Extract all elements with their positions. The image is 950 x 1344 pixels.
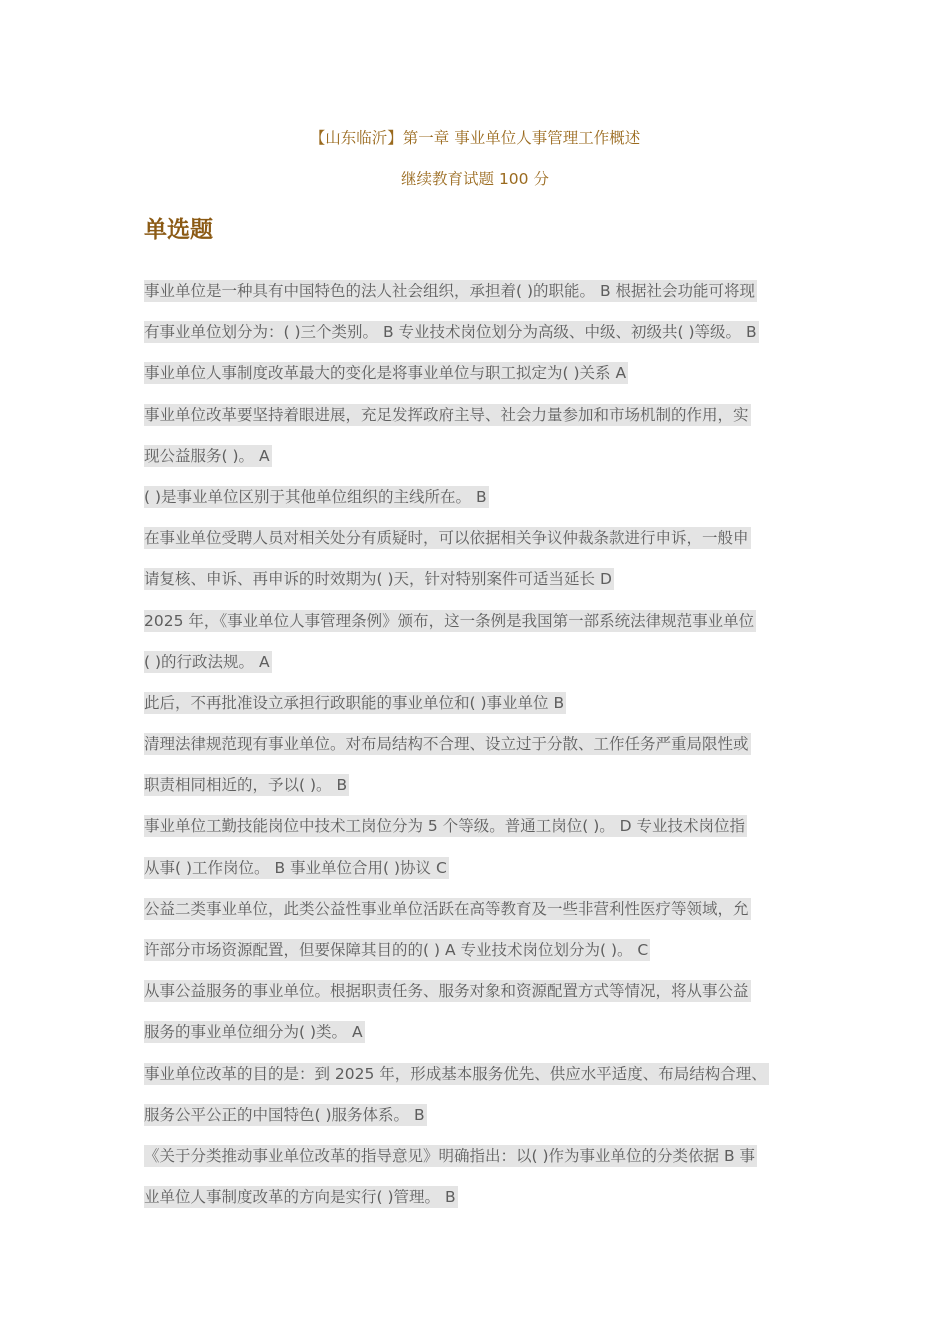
line-text: 《关于分类推动事业单位改革的指导意见》明确指出：以( )作为事业单位的分类依据 B 事 [144,1146,756,1165]
line-text: 业单位人事制度改革的方向是实行( )管理。 B [144,1188,456,1207]
text-line [144,1063,844,1104]
line-text: 从事公益服务的事业单位。根据职责任务、服务对象和资源配置方式等情况，将从事公益 [144,982,749,1001]
text-line [144,692,844,733]
line-text: 事业单位工勤技能岗位中技术工岗位分为 5 个等级。普通工岗位( )。 D 专业技术岗位指 [144,817,746,836]
text-line [144,898,844,939]
text-line [144,1021,844,1062]
text-line [144,1186,844,1227]
text-line [144,1145,844,1186]
line-text: 事业单位是一种具有中国特色的法人社会组织，承担着( )的职能。 B 根据社会功能可将现 [144,282,756,300]
section-heading: 单选题 [144,217,213,243]
text-line [144,280,844,321]
text-line [144,445,844,486]
line-text: 许部分市场资源配置，但要保障其目的的( ) A 专业技术岗位划分为( )。 C [144,941,649,959]
line-text: 服务的事业单位细分为( )类。 A [144,1023,363,1042]
text-line [144,1104,844,1145]
line-text: 公益二类事业单位，此类公益性事业单位活跃在高等教育及一些非营利性医疗等领域，允 [144,899,749,918]
text-line [144,774,844,815]
line-text: 在事业单位受聘人员对相关处分有质疑时，可以依据相关争议仲裁条款进行申诉，一般申 [144,529,749,548]
line-text: 请复核、申诉、再申诉的时效期为( )天，针对特别案件可适当延长 D [144,570,612,589]
text-line [144,527,844,568]
document-title: 【山东临沂】第一章 事业单位人事管理工作概述 [309,129,641,147]
line-text: 职责相同相近的，予以( )。 B [144,776,348,795]
line-text: 此后，不再批准设立承担行政职能的事业单位和( )事业单位 B [144,693,565,712]
text-line [144,939,844,980]
text-line [144,404,844,445]
question-list [144,280,844,1227]
line-text: 从事( )工作岗位。 B 事业单位合用( )协议 C [144,858,447,877]
text-line [144,610,844,651]
text-line [144,651,844,692]
line-text: 事业单位改革的目的是：到 2025 年，形成基本服务优先、供应水平适度、布局结构合理、 [144,1064,767,1083]
line-text: 事业单位人事制度改革最大的变化是将事业单位与职工拟定为( )关系 A [144,364,627,383]
text-line [144,815,844,856]
text-line [144,321,844,362]
line-text: 2025 年，《事业单位人事管理条例》颁布，这一条例是我国第一部系统法律规范事业单位 [144,611,755,630]
line-text: 服务公平公正的中国特色( )服务体系。 B [144,1105,425,1124]
text-line [144,486,844,527]
line-text: ( )是事业单位区别于其他单位组织的主线所在。 B [144,487,487,506]
line-text: 清理法律规范现有事业单位。对布局结构不合理、设立过于分散、工作任务严重局限性或 [144,735,749,754]
text-line [144,568,844,609]
line-text: 事业单位改革要坚持着眼进展，充足发挥政府主导、社会力量参加和市场机制的作用，实 [144,405,749,424]
text-line [144,857,844,898]
text-line [144,733,844,774]
line-text: 现公益服务( )。 A [144,446,270,465]
text-line [144,362,844,403]
text-line [144,980,844,1021]
line-text: ( )的行政法规。 A [144,652,270,671]
line-text: 有事业单位划分为：( )三个类别。 B 专业技术岗位划分为高级、中级、初级共( )等级。 B [144,323,757,342]
document-subtitle: 继续教育试题 100 分 [401,170,549,188]
